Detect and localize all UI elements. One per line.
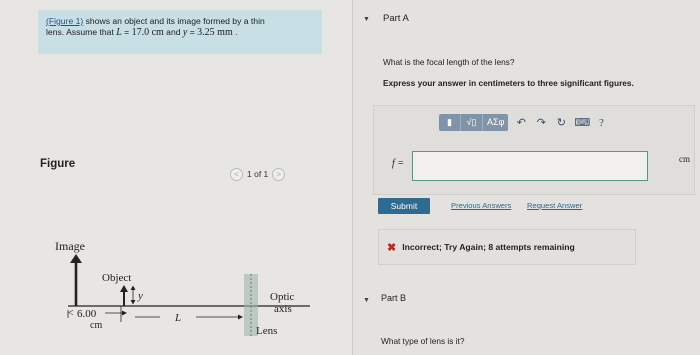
keyboard-icon[interactable]: ⌨ <box>574 117 591 129</box>
root-template-button[interactable]: √▯ <box>461 114 483 131</box>
request-answer-link[interactable]: Request Answer <box>527 201 583 210</box>
figure-pager <box>230 166 285 182</box>
collapse-part-b-icon[interactable]: ▼ <box>363 297 370 304</box>
previous-figure-button[interactable]: < <box>230 168 243 181</box>
figure-heading: Figure <box>40 158 76 170</box>
feedback-text: Incorrect; Try Again; 8 attempts remaining <box>402 242 575 252</box>
template-button-group <box>439 114 508 131</box>
greek-symbols-button[interactable]: ΑΣφ <box>487 117 505 127</box>
submit-button[interactable]: Submit <box>378 198 430 214</box>
redo-icon[interactable]: ↷ <box>536 117 547 129</box>
part-a-instruction: Express your answer in centimeters to three significant figures. <box>383 78 634 88</box>
y-value: 3.25 mm <box>197 27 233 38</box>
part-b-question: What type of lens is it? <box>381 336 465 346</box>
reset-icon[interactable]: ↻ <box>556 117 567 129</box>
math-toolbar <box>439 114 608 131</box>
image-arrow-head <box>70 254 82 263</box>
optic-axis-label-line1: Optic <box>270 291 295 303</box>
help-icon[interactable]: ? <box>598 116 604 129</box>
part-a-question: What is the focal length of the lens? <box>383 57 515 67</box>
answer-panel <box>373 105 695 195</box>
previous-answers-link[interactable]: Previous Answers <box>451 201 512 210</box>
incorrect-x-icon: ✖ <box>387 241 397 254</box>
part-a-title[interactable]: Part A <box>383 13 409 24</box>
focal-length-input[interactable] <box>412 151 648 181</box>
optic-axis-label-line2: axis <box>274 303 292 315</box>
lens-diagram <box>0 230 350 340</box>
distance-unit: cm <box>90 320 103 331</box>
distance-value: 6.00 <box>77 308 97 320</box>
L-variable: L <box>116 27 122 38</box>
feedback-message <box>378 229 636 265</box>
L-label: L <box>175 312 182 324</box>
unit-label: cm <box>679 154 690 164</box>
next-figure-button[interactable]: > <box>272 168 285 181</box>
collapse-part-a-icon[interactable]: ▼ <box>363 16 370 23</box>
part-b-title[interactable]: Part B <box>381 293 407 303</box>
image-label: Image <box>55 239 85 253</box>
f-label: f = <box>392 158 405 169</box>
undo-icon[interactable]: ↶ <box>516 117 527 129</box>
problem-statement: (Figure 1) shows an object and its image formed by a thin lens. Assume that L = 17.0 cm and y = 3.25 mm . <box>38 10 322 54</box>
L-value: 17.0 cm <box>131 27 164 38</box>
figure-link[interactable]: (Figure 1) <box>46 16 84 26</box>
svg-text:<: < <box>68 308 74 319</box>
y-label: y <box>138 290 143 302</box>
pager-text: 1 of 1 <box>247 169 269 179</box>
object-label: Object <box>102 272 132 284</box>
templates-button[interactable]: ▮ <box>439 114 461 131</box>
object-arrow-head <box>120 285 128 292</box>
lens-label: Lens <box>256 325 278 337</box>
y-variable: y <box>182 27 188 38</box>
right-pane <box>353 0 700 355</box>
